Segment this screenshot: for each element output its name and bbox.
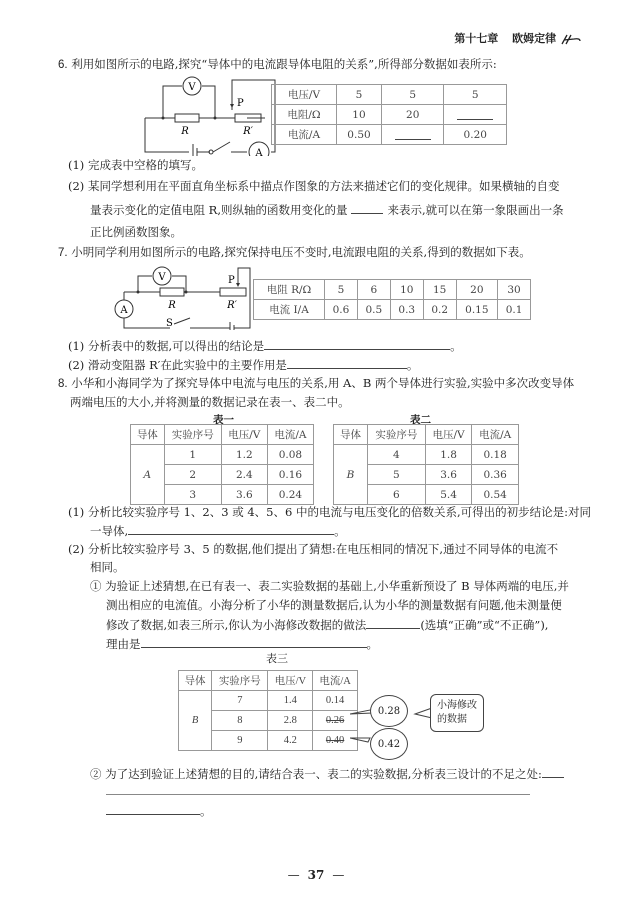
q6-sub2-line3: 正比例函数图象。 — [90, 225, 182, 239]
q8-stem-line2: 两端电压的大小,并将测量的数据记录在表一、表二中。 — [70, 395, 350, 409]
table3-caption: 表三 — [266, 652, 288, 665]
answer-blank[interactable] — [381, 125, 444, 145]
q6-sub1: (1) 完成表中空格的填写。 — [68, 158, 203, 172]
table-row: B 7 1.4 0.14 — [179, 691, 358, 711]
page-number: — 37 — — [287, 868, 345, 882]
chapter-logo-icon — [560, 33, 582, 45]
voltmeter-label: V — [188, 82, 196, 93]
table-row: 电阻/Ω 10 20 — [272, 105, 507, 125]
slider-label: P — [228, 275, 235, 286]
running-header — [454, 30, 582, 46]
q7-data-table — [253, 279, 531, 320]
q8-p1-line4: 理由是 。 — [106, 637, 378, 651]
answer-blank[interactable] — [264, 337, 450, 350]
answer-blank[interactable] — [542, 765, 564, 778]
q8-p1-line1: ① 为验证上述猜想,在已有表一、表二实验数据的基础上,小华重新预设了 B 导体两端的电压,并 — [90, 579, 569, 593]
voltmeter-label: V — [158, 272, 166, 283]
answer-blank[interactable] — [106, 802, 200, 815]
table2-caption: 表二 — [410, 414, 431, 426]
q8-p1-line3: 修改了数据,如表三所示,你认为小海修改数据的做法 (选填“正确”或“不正确”), — [106, 618, 549, 632]
answer-blank[interactable] — [444, 105, 507, 125]
chapter-number: 第十七章 — [454, 32, 499, 45]
q7-stem: 7. 小明同学利用如图所示的电路,探究保持电压不变时,电流跟电阻的关系,得到的数据如下表。 — [58, 245, 531, 259]
modified-data-note: 小海修改 的数据 — [430, 694, 484, 732]
table-row: 电阻 R/Ω 5 6 10 15 20 30 — [254, 280, 531, 300]
table-row: 9 4.2 0.40 — [179, 731, 358, 751]
table-row: 电流/A 0.50 0.20 — [272, 125, 507, 145]
q8-sub2-line1: (2) 分析比较实验序号 3、5 的数据,他们提出了猜想:在电压相同的情况下,通过不同导体的电流不 — [68, 542, 559, 556]
correction-bubble: 0.42 — [370, 728, 408, 760]
struck-value: 0.40 — [313, 731, 358, 751]
table-row: 电流 I/A 0.6 0.5 0.3 0.2 0.15 0.1 — [254, 300, 531, 320]
q8-sub1-line2: 一导体, 。 — [90, 524, 346, 538]
q6-stem: 6. 利用如图所示的电路,探究“导体中的电流跟导体电阻的关系”,所得部分数据如表所示: — [58, 57, 497, 71]
answer-line[interactable] — [106, 794, 530, 795]
q7-circuit-diagram — [110, 260, 260, 330]
q6-circuit-diagram — [135, 74, 280, 156]
correction-bubble: 0.28 — [370, 695, 408, 727]
table-row: 电压/V 5 5 5 — [272, 85, 507, 105]
ammeter-label: A — [120, 305, 128, 316]
q7-sub2: (2) 滑动变阻器 R′在此实验中的主要作用是 。 — [68, 358, 419, 372]
table-row: 导体 实验序号 电压/V 电流/A — [131, 425, 314, 445]
ammeter-label: A — [255, 148, 263, 156]
answer-blank[interactable] — [351, 201, 383, 214]
answer-blank[interactable] — [141, 635, 367, 648]
table-row: 6 5.4 0.54 — [334, 485, 519, 505]
chapter-title: 欧姆定律 — [512, 32, 557, 45]
table-row: 导体 实验序号 电压/V 电流/A — [334, 425, 519, 445]
table1-caption: 表一 — [213, 414, 234, 426]
answer-blank[interactable] — [128, 522, 334, 535]
q8-p2-line1: ② 为了达到验证上述猜想的目的,请结合表一、表二的实验数据,分析表三设计的不足之处: — [90, 765, 564, 782]
struck-value: 0.26 — [313, 711, 358, 731]
q8-stem-line1: 8. 小华和小海同学为了探究导体中电流与电压的关系,用 A、B 两个导体进行实验,实验中多次改变导体 — [58, 376, 575, 390]
table-row: 导体 实验序号 电压/V 电流/A — [179, 671, 358, 691]
table-row: 3 3.6 0.24 — [131, 485, 314, 505]
q8-table3 — [178, 670, 358, 751]
resistor-label: R — [181, 126, 189, 137]
rheostat-label: R′ — [227, 300, 237, 311]
q6-data-table — [271, 84, 507, 145]
rheostat-label: R′ — [243, 126, 253, 137]
table-row: 5 3.6 0.36 — [334, 465, 519, 485]
q8-table1 — [130, 424, 314, 505]
q6-sub2-line1: (2) 某同学想利用在平面直角坐标系中描点作图象的方法来描述它们的变化规律。如果横轴的自变 — [68, 179, 560, 193]
resistor-label: R — [168, 300, 176, 311]
q8-p2-line3: 。 — [106, 802, 212, 819]
q6-sub2-line2: 量表示变化的定值电阻 R,则纵轴的函数用变化的量 来表示,就可以在第一象限画出一条 — [90, 203, 564, 217]
q7-sub1: (1) 分析表中的数据,可以得出的结论是 。 — [68, 339, 462, 353]
q8-sub2-line2: 相同。 — [90, 560, 125, 574]
q8-table2 — [333, 424, 519, 505]
slider-label: P — [237, 98, 244, 109]
answer-blank[interactable] — [287, 356, 407, 369]
q8-p1-line2: 测出相应的电流值。小海分析了小华的测量数据后,认为小华的测量数据有问题,他未测量便 — [106, 598, 562, 612]
q8-sub1-line1: (1) 分析比较实验序号 1、2、3 或 4、5、6 中的电流与电压变化的倍数关系,可得出的初步结论是:对同 — [68, 505, 591, 519]
switch-label: S — [166, 318, 173, 329]
answer-blank[interactable] — [366, 616, 420, 629]
table-row: A 1 1.2 0.08 — [131, 445, 314, 465]
table-row: 8 2.8 0.26 — [179, 711, 358, 731]
table-row: 2 2.4 0.16 — [131, 465, 314, 485]
table-row: B 4 1.8 0.18 — [334, 445, 519, 465]
